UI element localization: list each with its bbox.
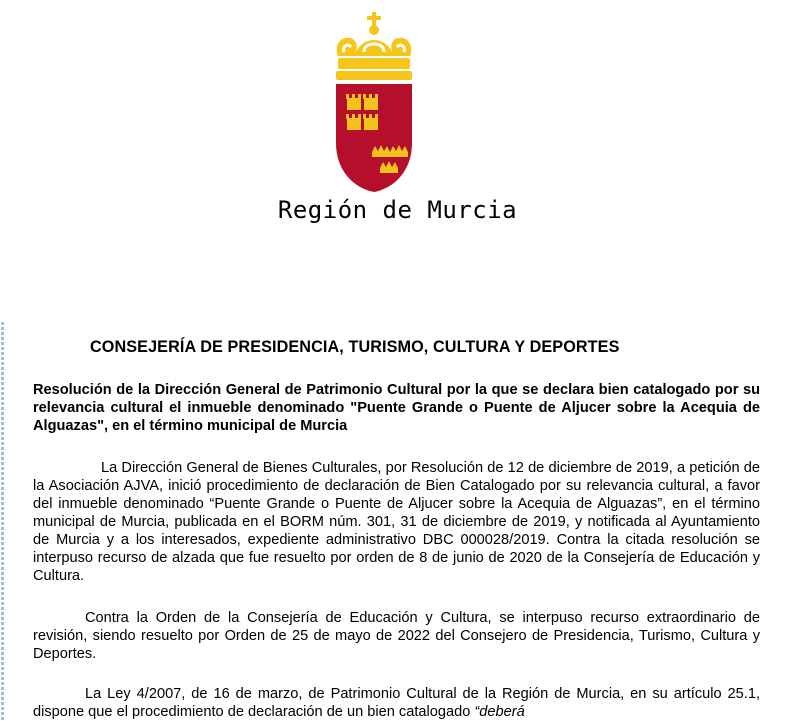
paragraph-3-text: La Ley 4/2007, de 16 de marzo, de Patrimonio Cultural de la Región de Murcia, en su artículo 25.1, dispone que el procedimiento de declaración de un bien catalogado [33, 686, 760, 720]
region-name-text: Región de Murcia [277, 196, 518, 224]
department-heading: CONSEJERÍA DE PRESIDENCIA, TURISMO, CULTURA Y DEPORTES [90, 338, 620, 356]
region-name [0, 196, 795, 224]
region-coat-of-arms-logo [320, 8, 432, 198]
paragraph-2: Contra la Orden de la Consejería de Educación y Cultura, se interpuso recurso extraordinario de revisión, siendo resuelto por Orden de 25 de mayo de 2022 del Consejero de Presidencia, Turismo, Cultura y Deportes. [33, 610, 760, 662]
paragraph-1: La Dirección General de Bienes Culturales, por Resolución de 12 de diciembre de 2019, a petición de la Asociación AJVA, inició procedimiento de declaración de Bien Catalogado por su relevancia cultural, a favor del inmueble denominado “Puente Grande o Puente de Aljucer sobre la Acequia de Alguazas”, en el término municipal de Murcia, publicada en el BORM núm. 301, 31 de diciembre de 2019, y notificada al Ayuntamiento de Murcia y a los interesados, expediente administrativo DBC 000028/2019. Contra la citada resolución se interpuso recurso de alzada que fue resuelto por orden de 8 de junio de 2020 de la Consejería de Educación y Cultura. [33, 460, 760, 584]
crown-icon [336, 12, 412, 80]
margin-verification-strip [1, 322, 4, 720]
resolution-title: Resolución de la Dirección General de Patrimonio Cultural por la que se declara bien catalogado por su relevancia cultural el inmueble denominado "Puente Grande o Puente de Aljucer sobre la Acequia de Alguazas", en el término municipal de Murcia [33, 382, 760, 434]
paragraph-3 [33, 685, 760, 721]
paragraph-3-quote: “deberá [474, 704, 525, 720]
